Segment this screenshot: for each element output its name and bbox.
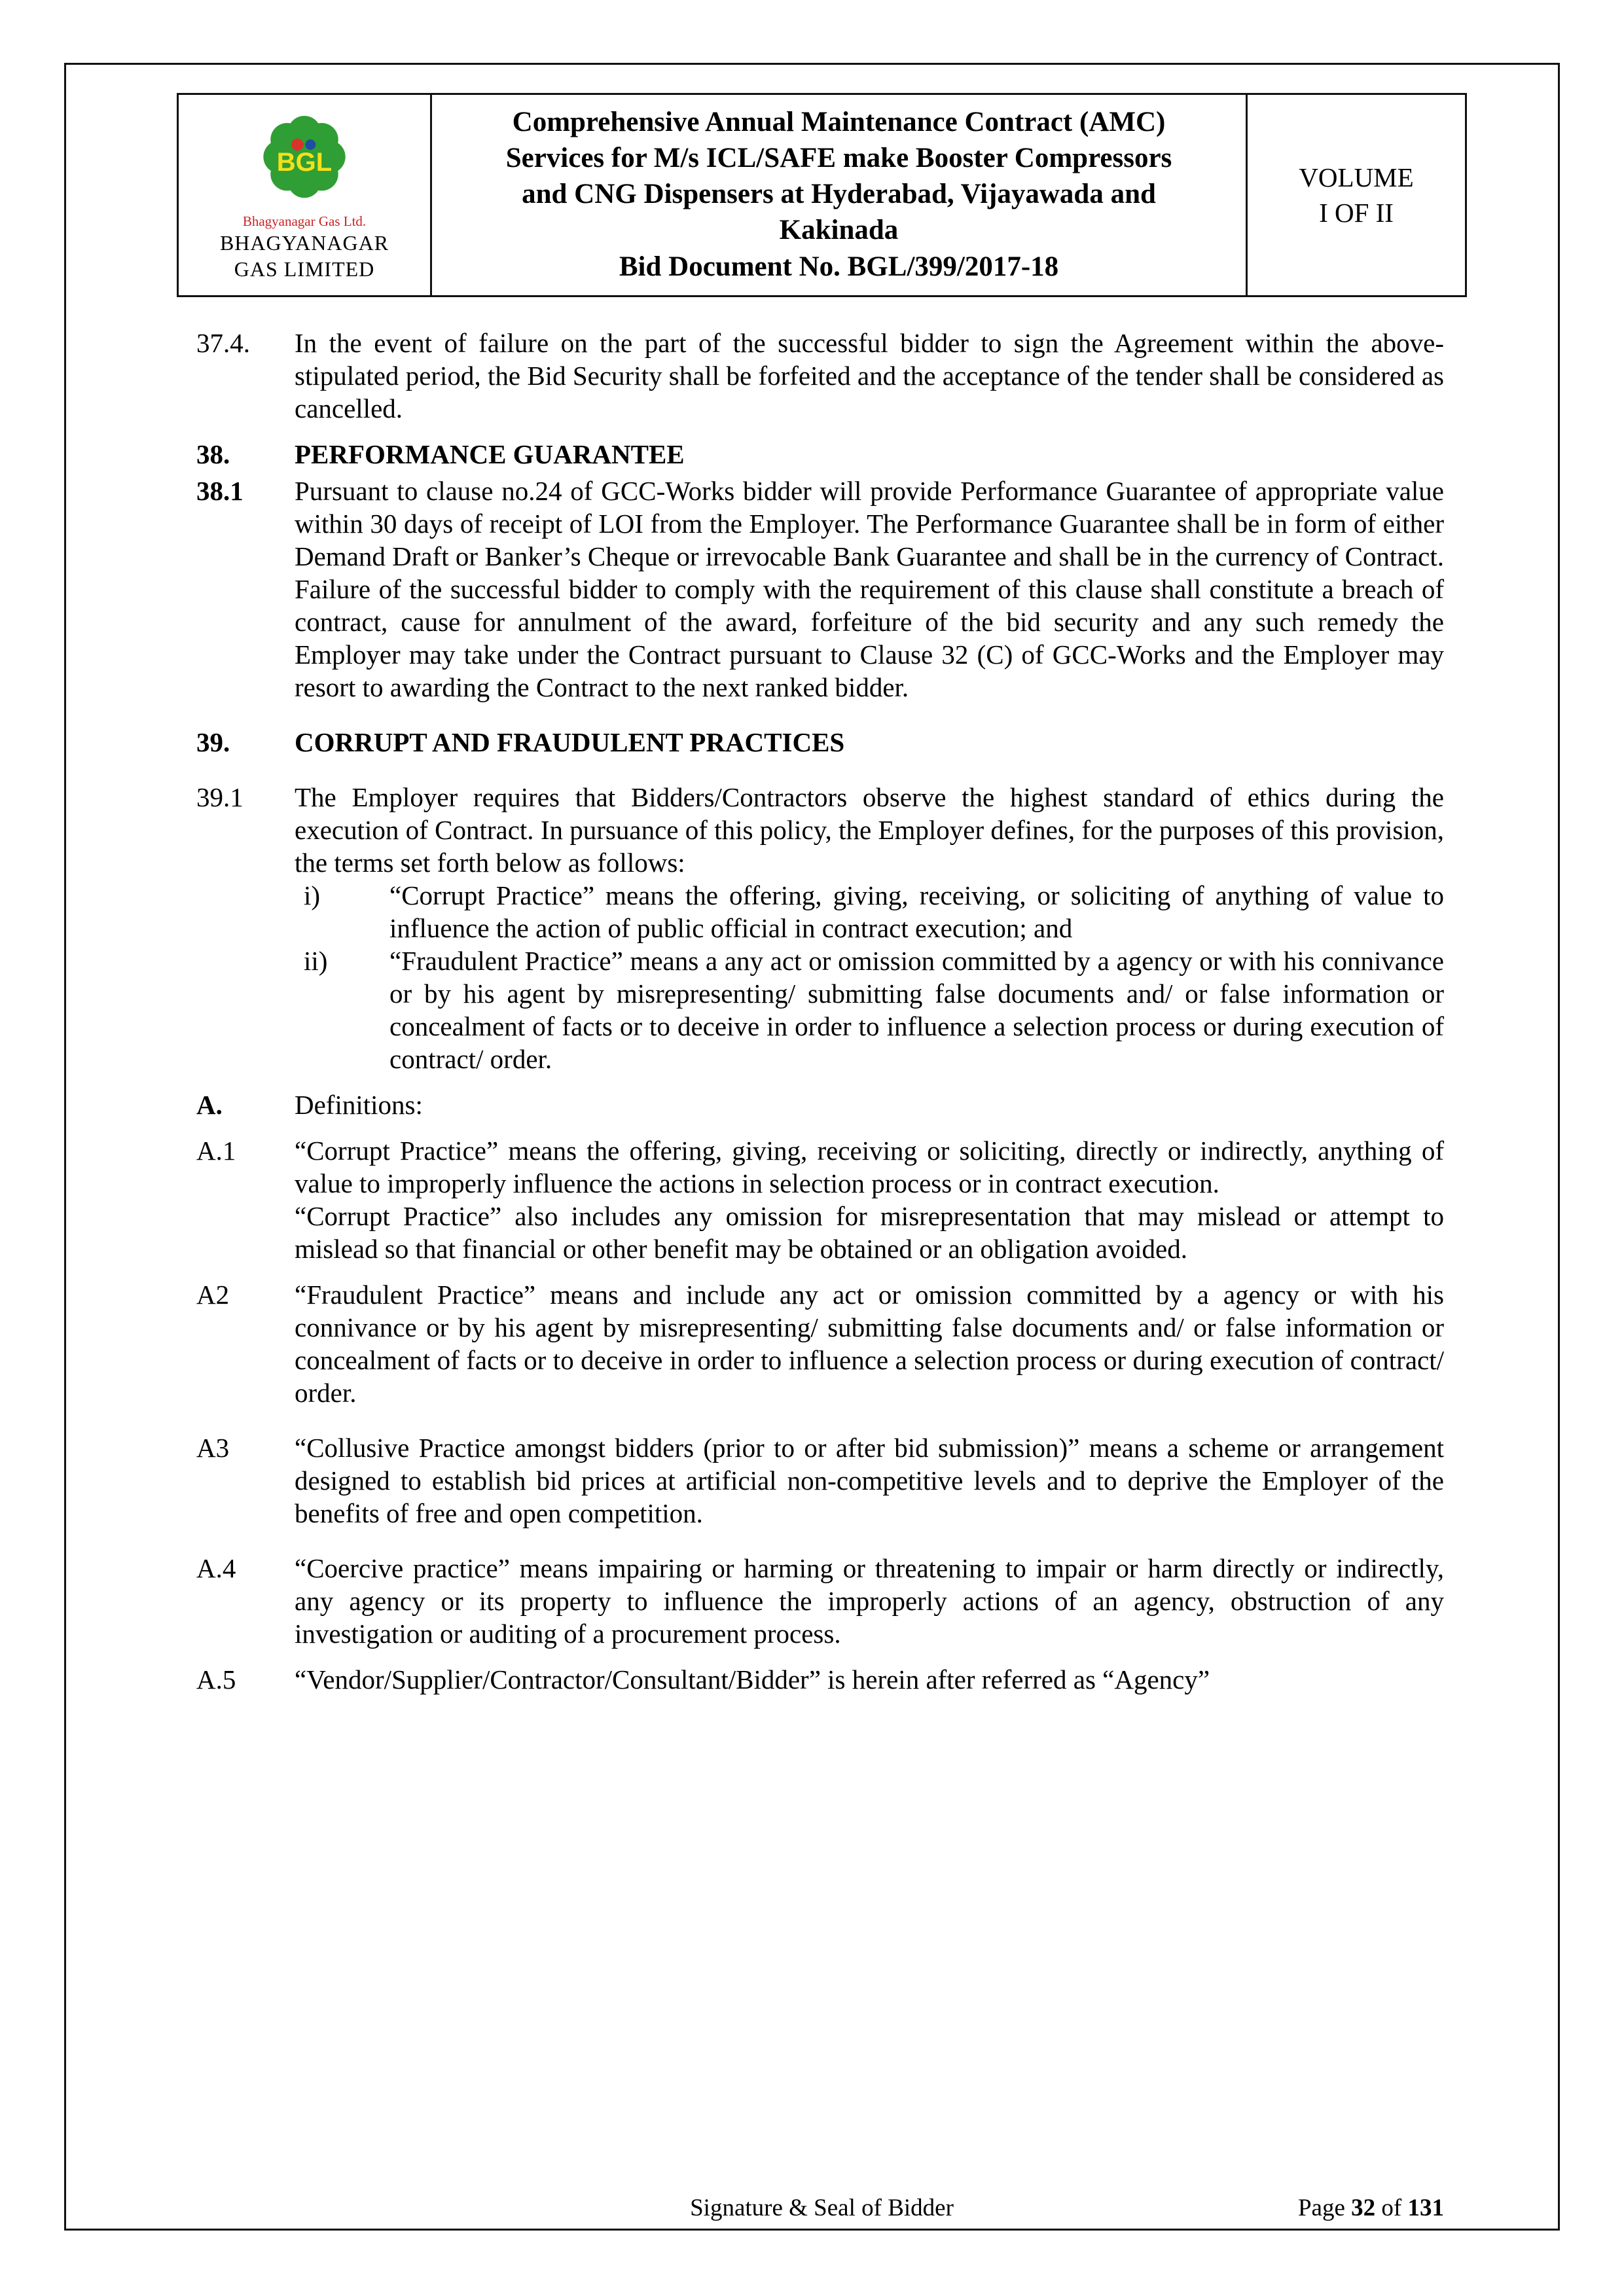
clause-number: 39. xyxy=(196,727,230,757)
clause xyxy=(196,438,1444,471)
clause-body xyxy=(295,1278,1444,1409)
clause-body xyxy=(295,1552,1444,1650)
page-prefix: Page xyxy=(1297,2195,1352,2221)
page-footer xyxy=(177,2194,1467,2223)
volume-cell xyxy=(1247,94,1466,296)
clause-paragraph: “Coercive practice” means impairing or harming or threatening to impair or harm directly or indirectly, any agency or its property to influence the improperly actions of an agency, obstruction of any investigation or auditing of a procurement process. xyxy=(295,1553,1444,1649)
clause-body xyxy=(295,1663,1444,1696)
sub-clause-number: ii) xyxy=(304,946,328,976)
clause-number: 37.4. xyxy=(196,328,250,358)
document-title-line: Services for M/s ICL/SAFE make Booster Compressors xyxy=(505,143,1172,173)
sub-clause-text: “Corrupt Practice” means the offering, giving, receiving, or soliciting of anything of value to influence the action of public official in contract execution; and xyxy=(389,880,1444,943)
clause-paragraph: The Employer requires that Bidders/Contractors observe the highest standard of ethics during the execution of Contract. In pursuance of this policy, the Employer defines, for the purposes of this provision, the terms set forth below as follows: xyxy=(295,782,1444,878)
clause xyxy=(196,1552,1444,1650)
clause-heading: CORRUPT AND FRAUDULENT PRACTICES xyxy=(295,727,845,757)
company-logo-icon xyxy=(252,111,357,209)
signature-seal-label: Signature & Seal of Bidder xyxy=(690,2195,954,2221)
title-cell xyxy=(431,94,1247,296)
clause-list xyxy=(177,327,1467,1696)
clause-number: 38. xyxy=(196,439,230,469)
clause-paragraph: “Fraudulent Practice” means and include any act or omission committed by a agency or with his connivance or by his agent by misrepresenting/ submitting false documents and/ or false information or concealment of facts or to deceive in order to influence a selection process or during execution of contract/ order. xyxy=(295,1280,1444,1408)
page-content xyxy=(177,93,1467,2224)
clause xyxy=(196,1278,1444,1409)
clause xyxy=(196,1088,1444,1121)
sub-clause xyxy=(295,944,1444,1075)
clause-number: A. xyxy=(196,1090,223,1120)
clause-paragraph: “Corrupt Practice” means the offering, giving, receiving or soliciting, directly or indirectly, anything of value to improperly influence the actions in selection process or in contract execution. xyxy=(295,1136,1444,1198)
sub-clause-text: “Fraudulent Practice” means a any act or omission committed by a agency or with his connivance or by his agent by misrepresenting/ submitting false documents and/ or false information or concealment of facts or to deceive in order to influence a selection process or during execution of contract/ order. xyxy=(389,946,1444,1074)
document-title-line: and CNG Dispensers at Hyderabad, Vijayawada and xyxy=(522,179,1156,209)
page-of: of xyxy=(1375,2195,1408,2221)
page-number-indicator xyxy=(1298,2194,1444,2223)
clause-body xyxy=(295,781,1444,1075)
volume-line1: VOLUME xyxy=(1299,162,1414,192)
clause xyxy=(196,1134,1444,1265)
clause xyxy=(196,726,1444,759)
clause-body xyxy=(295,1088,1444,1121)
clause-paragraph: “Collusive Practice amongst bidders (prior to or after bid submission)” means a scheme or arrangement designed to establish bid prices at artificial non-competitive levels and to deprive the Employer of the benefits of free and open competition. xyxy=(295,1433,1444,1528)
clause-paragraph: Pursuant to clause no.24 of GCC-Works bidder will provide Performance Guarantee of appropriate value within 30 days of receipt of LOI from the Employer. The Performance Guarantee shall be in form of either Demand Draft or Banker’s Cheque or irrevocable Bank Guarantee and shall be in the currency of Contract. Failure of the successful bidder to comply with the requirement of this clause shall constitute a breach of contract, cause for annulment of the award, forfeiture of the bid security and any such remedy the Employer may take under the Contract pursuant to Clause 32 (C) of GCC-Works and the Employer may resort to awarding the Contract to the next ranked bidder. xyxy=(295,476,1444,702)
clause-number: 38.1 xyxy=(196,476,244,506)
page-total: 131 xyxy=(1407,2195,1444,2221)
clause xyxy=(196,475,1444,704)
svg-text:BGL: BGL xyxy=(276,147,333,177)
document-title-line: Comprehensive Annual Maintenance Contract (AMC) xyxy=(512,107,1166,137)
bid-document-number: Bid Document No. BGL/399/2017-18 xyxy=(619,251,1059,282)
company-name-line2: GAS LIMITED xyxy=(234,257,375,281)
clause-body xyxy=(295,1134,1444,1265)
clause-paragraph: In the event of failure on the part of the successful bidder to sign the Agreement within the above-stipulated period, the Bid Security shall be forfeited and the acceptance of the tender shall be considered as cancelled. xyxy=(295,328,1444,423)
logo-tagline: Bhagyanagar Gas Ltd. xyxy=(242,213,367,229)
logo-cell xyxy=(178,94,431,296)
clause-paragraph: Definitions: xyxy=(295,1090,423,1120)
company-name-line1: BHAGYANAGAR xyxy=(219,230,389,255)
clause-body xyxy=(295,726,1444,759)
clause-number: A.5 xyxy=(196,1664,236,1695)
volume-line2: I OF II xyxy=(1319,198,1394,228)
sub-clause xyxy=(295,879,1444,944)
page-number: 32 xyxy=(1351,2195,1376,2221)
clause-number: A2 xyxy=(196,1280,230,1310)
clause-body xyxy=(295,438,1444,471)
clause xyxy=(196,1663,1444,1696)
clause-body xyxy=(295,475,1444,704)
clause-paragraph: “Corrupt Practice” also includes any omission for misrepresentation that may mislead or attempt to mislead so that financial or other benefit may be obtained or an obligation avoided. xyxy=(295,1201,1444,1264)
clause xyxy=(196,327,1444,425)
clause-heading: PERFORMANCE GUARANTEE xyxy=(295,439,685,469)
clause-paragraph: “Vendor/Supplier/Contractor/Consultant/Bidder” is herein after referred as “Agency” xyxy=(295,1664,1210,1695)
document-header xyxy=(177,93,1467,297)
clause-number: A.1 xyxy=(196,1136,236,1166)
clause-body xyxy=(295,327,1444,425)
clause xyxy=(196,1431,1444,1530)
clause-body xyxy=(295,1431,1444,1530)
sub-clause-number: i) xyxy=(304,880,321,910)
clause xyxy=(196,781,1444,1075)
clause-number: A3 xyxy=(196,1433,230,1463)
document-title-line: Kakinada xyxy=(779,215,899,245)
clause-number: A.4 xyxy=(196,1553,236,1583)
clause-number: 39.1 xyxy=(196,782,244,812)
